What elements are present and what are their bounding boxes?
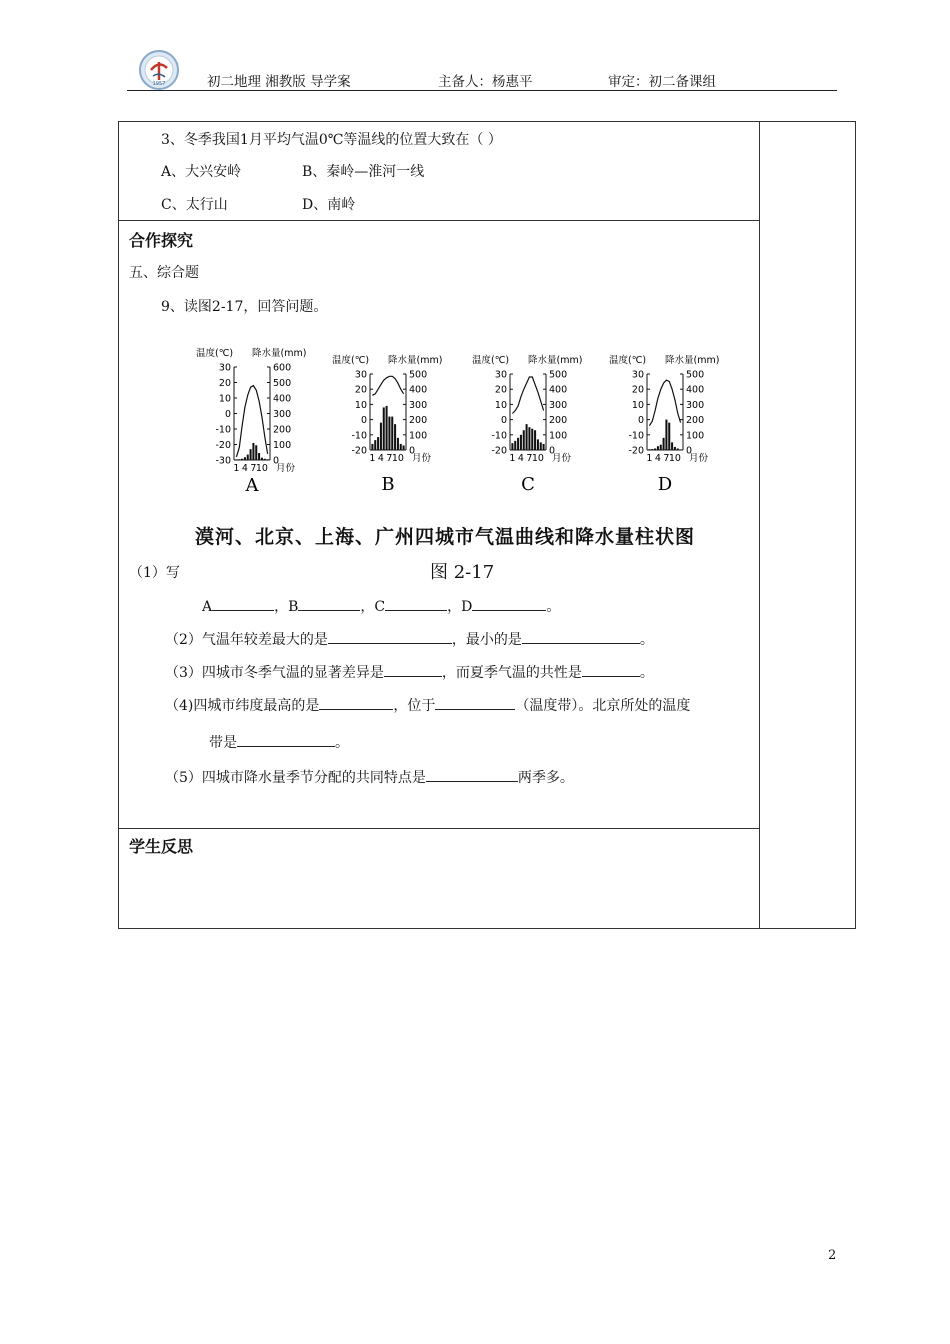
- school-logo-icon: [139, 50, 179, 90]
- precip-bar: [514, 441, 516, 450]
- panel-letter: D: [657, 474, 673, 495]
- month-tick-label: 4: [241, 463, 248, 474]
- precip-bar: [517, 438, 519, 450]
- precip-bar: [388, 417, 390, 450]
- precip-tick-label: 300: [549, 399, 568, 411]
- precip-tick-label: 400: [549, 384, 568, 396]
- precip-bar: [394, 424, 396, 450]
- temp-tick-label: 20: [494, 384, 507, 396]
- precip-bar: [543, 444, 545, 450]
- q9-part4-line2: 带是 。: [209, 732, 349, 752]
- precip-tick-label: 500: [273, 378, 292, 389]
- answer-blank-summer-common[interactable]: [582, 662, 640, 677]
- section-title-reflection: 学生反思: [129, 837, 194, 856]
- precip-bar: [677, 448, 679, 450]
- panel-letter: A: [245, 475, 259, 496]
- precip-bar: [391, 417, 393, 450]
- temp-tick-label: 10: [631, 399, 644, 411]
- section-5-title: 五、综合题: [129, 265, 199, 281]
- precip-tick-label: 0: [549, 445, 556, 457]
- precip-tick-label: 300: [686, 399, 705, 411]
- month-axis-label: 月份: [552, 453, 572, 464]
- figure-number: 图 2-17: [430, 562, 495, 583]
- month-tick-label: 10: [255, 463, 268, 474]
- answer-blank-highest-latitude[interactable]: [319, 695, 393, 710]
- month-tick-label: 4: [377, 453, 384, 464]
- precip-tick-label: 200: [549, 415, 568, 427]
- reflection-area[interactable]: [125, 862, 753, 922]
- precip-bar: [523, 430, 525, 450]
- precip-bar: [654, 448, 656, 450]
- month-tick-label: 7: [250, 463, 257, 474]
- precip-bar: [680, 449, 682, 450]
- precip-axis-label: 降水量(mm): [252, 348, 307, 359]
- precip-bar: [663, 438, 665, 450]
- question-3-option-b: B、秦岭—淮河一线: [302, 164, 425, 180]
- month-axis-label: 月份: [412, 453, 432, 464]
- temp-tick-label: 0: [360, 415, 367, 427]
- temperature-curve: [372, 376, 403, 395]
- precip-tick-label: 300: [273, 409, 292, 420]
- precip-bar: [244, 457, 246, 460]
- precip-tick-label: 100: [549, 430, 568, 442]
- precip-tick-label: 100: [273, 440, 292, 451]
- month-tick-label: 10: [668, 453, 681, 464]
- precip-bar: [371, 444, 373, 450]
- temp-tick-label: -10: [215, 424, 231, 436]
- precip-tick-label: 100: [409, 430, 428, 442]
- page-number: 2: [828, 1248, 837, 1263]
- precip-bar: [261, 458, 263, 460]
- precip-tick-label: 500: [409, 369, 428, 381]
- question-9-stem: 9、读图2-17，回答问题。: [161, 299, 328, 315]
- header-course: 初二地理 湘教版 导学案: [207, 74, 351, 90]
- temp-axis-label: 温度(℃): [332, 355, 370, 366]
- precip-bar: [651, 449, 653, 450]
- temp-tick-label: -10: [628, 430, 644, 442]
- precip-bar: [540, 442, 542, 450]
- precip-bar: [267, 459, 269, 460]
- precip-bar: [674, 447, 676, 450]
- q9-part4-line: （4)四城市纬度最高的是 ，位于 （温度带）。北京所处的温度: [165, 695, 690, 715]
- answer-blank-range-min[interactable]: [522, 629, 640, 644]
- temp-tick-label: 10: [218, 393, 231, 405]
- month-tick-label: 1: [509, 453, 516, 464]
- temp-tick-label: 10: [354, 399, 367, 411]
- precip-bar: [657, 446, 659, 450]
- month-tick-label: 4: [517, 453, 524, 464]
- climate-charts-figure: [194, 340, 754, 505]
- precip-bar: [648, 449, 650, 450]
- answer-blank-beijing-zone[interactable]: [237, 732, 335, 747]
- precip-tick-label: 500: [549, 369, 568, 381]
- worksheet-table: [118, 121, 856, 929]
- answer-blank-range-max[interactable]: [328, 629, 452, 644]
- precip-tick-label: 300: [409, 399, 428, 411]
- precip-tick-label: 0: [409, 445, 416, 457]
- month-tick-label: 1: [369, 453, 376, 464]
- temp-tick-label: -20: [215, 440, 231, 451]
- month-tick-label: 10: [391, 453, 404, 464]
- q9-part5-line: （5）四城市降水量季节分配的共同特点是 两季多。: [165, 767, 574, 787]
- temp-tick-label: -30: [215, 455, 231, 467]
- q9-part1-prefix: （1）写: [129, 565, 180, 581]
- temperature-curve: [512, 377, 543, 414]
- precip-tick-label: 500: [686, 369, 705, 381]
- month-tick-label: 1: [646, 453, 653, 464]
- temp-tick-label: -10: [491, 430, 507, 442]
- precip-bar: [668, 423, 670, 450]
- temp-tick-label: 30: [494, 369, 507, 381]
- q9-part1-line: A ，B ，C ，D 。: [202, 596, 560, 616]
- precip-tick-label: 400: [273, 393, 292, 405]
- page-header: [127, 48, 837, 91]
- temp-tick-label: 30: [354, 369, 367, 381]
- precip-bar: [520, 435, 522, 450]
- precip-bar: [660, 445, 662, 450]
- precip-bar: [403, 445, 405, 450]
- precip-bar: [235, 459, 237, 460]
- temp-tick-label: 30: [631, 369, 644, 381]
- precip-bar: [377, 437, 379, 450]
- temp-tick-label: -10: [351, 430, 367, 442]
- row-divider: [119, 220, 759, 221]
- precip-bar: [238, 459, 240, 460]
- precip-bar: [258, 453, 260, 460]
- month-tick-label: 10: [531, 453, 544, 464]
- header-preparer: 主备人：杨惠平: [438, 74, 533, 90]
- temp-tick-label: 10: [494, 399, 507, 411]
- row-divider: [119, 828, 759, 829]
- precip-bar: [255, 445, 257, 460]
- question-3-option-d: D、南岭: [302, 197, 356, 213]
- temp-tick-label: -20: [351, 445, 367, 457]
- precip-bar: [511, 443, 513, 450]
- panel-letter: B: [381, 474, 395, 495]
- q9-part3-line: （3）四城市冬季气温的显著差异是 ，而夏季气温的共性是 。: [165, 662, 654, 682]
- month-tick-label: 4: [654, 453, 661, 464]
- precip-bar: [241, 459, 243, 460]
- precip-bar: [397, 438, 399, 450]
- temperature-curve: [236, 386, 267, 457]
- question-3-option-a: A、大兴安岭: [161, 164, 242, 180]
- temp-tick-label: -20: [491, 445, 507, 457]
- precip-bar: [250, 449, 252, 460]
- svg-text:1957: 1957: [152, 81, 166, 87]
- precip-axis-label: 降水量(mm): [665, 355, 720, 366]
- temp-tick-label: -20: [628, 445, 644, 457]
- precip-bar: [671, 442, 673, 450]
- precip-bar: [383, 407, 385, 450]
- precip-bar: [534, 430, 536, 450]
- answer-blank-rain-season[interactable]: [426, 767, 518, 782]
- precip-bar: [665, 420, 667, 450]
- temp-axis-label: 温度(℃): [609, 355, 647, 366]
- precip-bar: [252, 443, 254, 460]
- precip-tick-label: 0: [686, 445, 693, 457]
- precip-tick-label: 200: [686, 415, 705, 427]
- precip-tick-label: 400: [686, 384, 705, 396]
- precip-bar: [400, 444, 402, 450]
- answer-blank-winter-diff[interactable]: [384, 662, 442, 677]
- precip-axis-label: 降水量(mm): [388, 355, 443, 366]
- answer-blank-b[interactable]: [298, 596, 360, 611]
- q9-part2-line: （2）气温年较差最大的是 ，最小的是 。: [165, 629, 654, 649]
- precip-tick-label: 600: [273, 362, 292, 374]
- precip-bar: [264, 459, 266, 460]
- header-reviewer: 审定：初二备课组: [608, 74, 716, 90]
- answer-blank-temp-zone[interactable]: [435, 695, 515, 710]
- temp-tick-label: 20: [631, 384, 644, 396]
- precip-tick-label: 200: [409, 415, 428, 427]
- precip-bar: [374, 440, 376, 450]
- temp-axis-label: 温度(℃): [472, 355, 510, 366]
- temp-tick-label: 0: [224, 409, 231, 420]
- temp-tick-label: 20: [218, 378, 231, 389]
- precip-tick-label: 100: [686, 430, 705, 442]
- month-tick-label: 7: [386, 453, 393, 464]
- precip-bar: [247, 455, 249, 460]
- answer-blank-c[interactable]: [385, 596, 447, 611]
- precip-tick-label: 0: [273, 455, 280, 467]
- precip-tick-label: 400: [409, 384, 428, 396]
- panel-letter: C: [521, 474, 535, 495]
- precip-bar: [528, 427, 530, 450]
- question-3-option-c: C、太行山: [161, 197, 228, 213]
- precip-bar: [526, 424, 528, 450]
- precip-tick-label: 200: [273, 424, 292, 436]
- month-tick-label: 1: [233, 463, 240, 474]
- section-title-cooperative: 合作探究: [129, 231, 194, 250]
- temp-axis-label: 温度(℃): [196, 348, 234, 359]
- temp-tick-label: 0: [637, 415, 644, 427]
- temp-tick-label: 30: [218, 362, 231, 374]
- answer-blank-a[interactable]: [212, 596, 274, 611]
- question-3-stem: 3、冬季我国1月平均气温0℃等温线的位置大致在（ ）: [161, 132, 502, 148]
- figure-caption: 漠河、北京、上海、广州四城市气温曲线和降水量柱状图: [195, 526, 696, 548]
- precip-bar: [531, 429, 533, 450]
- answer-blank-d[interactable]: [472, 596, 546, 611]
- temp-tick-label: 20: [354, 384, 367, 396]
- month-axis-label: 月份: [689, 453, 709, 464]
- temp-tick-label: 0: [500, 415, 507, 427]
- precip-bar: [380, 423, 382, 450]
- month-axis-label: 月份: [276, 463, 296, 474]
- month-tick-label: 7: [526, 453, 533, 464]
- temperature-curve: [649, 380, 680, 426]
- precip-bar: [386, 406, 388, 450]
- column-divider: [759, 122, 760, 928]
- precip-axis-label: 降水量(mm): [528, 355, 583, 366]
- precip-bar: [537, 439, 539, 450]
- month-tick-label: 7: [663, 453, 670, 464]
